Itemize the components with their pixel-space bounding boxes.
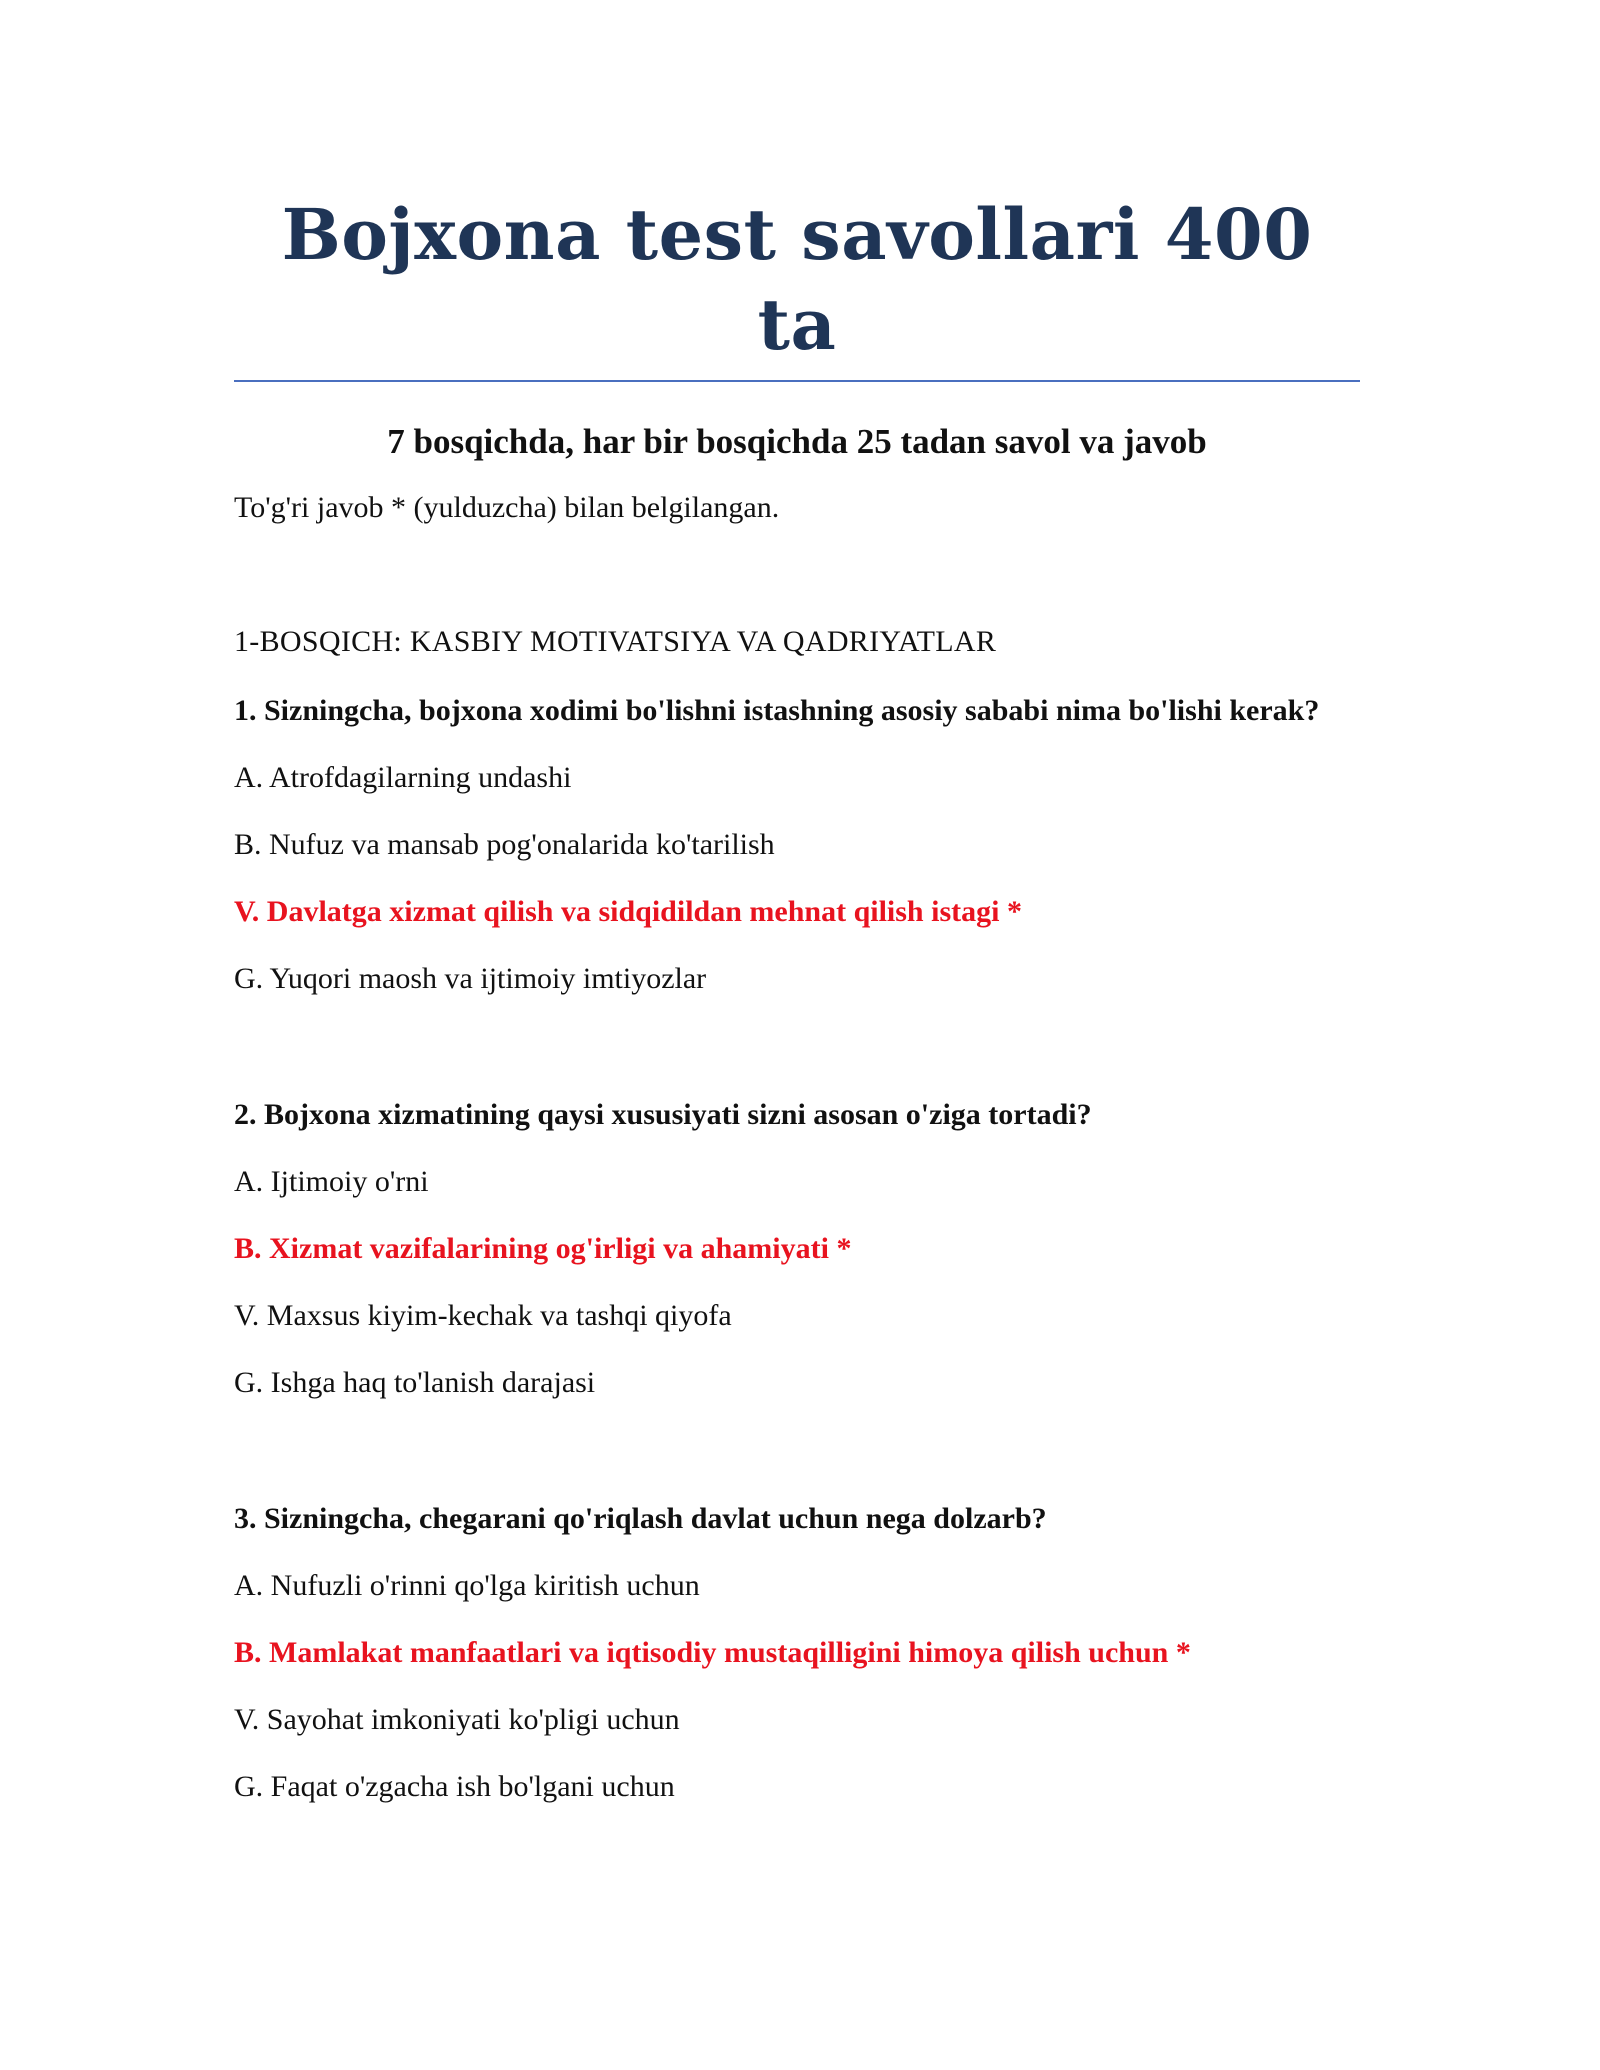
answer-option: A. Nufuzli o'rinni qo'lga kiritish uchun [234, 1569, 700, 1602]
answer-option: A. Ijtimoiy o'rni [234, 1165, 429, 1198]
intro-note: To'g'ri javob * (yulduzcha) bilan belgilangan. [234, 491, 780, 524]
question-text: 1. Sizningcha, bojxona xodimi bo'lishni istashning asosiy sababi nima bo'lishi kerak? [234, 694, 1320, 727]
stage-heading: 1-BOSQICH: KASBIY MOTIVATSIYA VA QADRIYATLAR [234, 625, 997, 658]
spacer [234, 1000, 1360, 1094]
answer-option-correct: B. Xizmat vazifalarining og'irligi va ahamiyati * [234, 1232, 852, 1265]
question-text: 3. Sizningcha, chegarani qo'riqlash davlat uchun nega dolzarb? [234, 1502, 1047, 1535]
answer-option: A. Atrofdagilarning undashi [234, 761, 572, 794]
answer-option: G. Faqat o'zgacha ish bo'lgani uchun [234, 1770, 675, 1803]
answer-option: V. Sayohat imkoniyati ko'pligi uchun [234, 1703, 680, 1736]
document-content [234, 190, 1360, 1808]
answer-option: V. Maxsus kiyim-kechak va tashqi qiyofa [234, 1299, 732, 1332]
answer-option-correct: V. Davlatga xizmat qilish va sidqidildan mehnat qilish istagi * [234, 895, 1022, 928]
question-1 [234, 690, 1360, 1000]
document-title: Bojxona test savollari 400 ta [281, 193, 1313, 366]
question-3 [234, 1498, 1360, 1808]
question-2 [234, 1094, 1360, 1404]
answer-option: G. Yuqori maosh va ijtimoiy imtiyozlar [234, 962, 707, 995]
answer-option-correct: B. Mamlakat manfaatlari va iqtisodiy mustaqilligini himoya qilish uchun * [234, 1636, 1191, 1669]
spacer [234, 1404, 1360, 1498]
question-text: 2. Bojxona xizmatining qaysi xususiyati sizni asosan o'ziga tortadi? [234, 1098, 1092, 1131]
answer-option: G. Ishga haq to'lanish darajasi [234, 1366, 596, 1399]
answer-option: B. Nufuz va mansab pog'onalarida ko'tarilish [234, 828, 775, 861]
title-divider [234, 380, 1360, 382]
document-subtitle: 7 bosqichda, har bir bosqichda 25 tadan savol va javob [387, 422, 1207, 461]
